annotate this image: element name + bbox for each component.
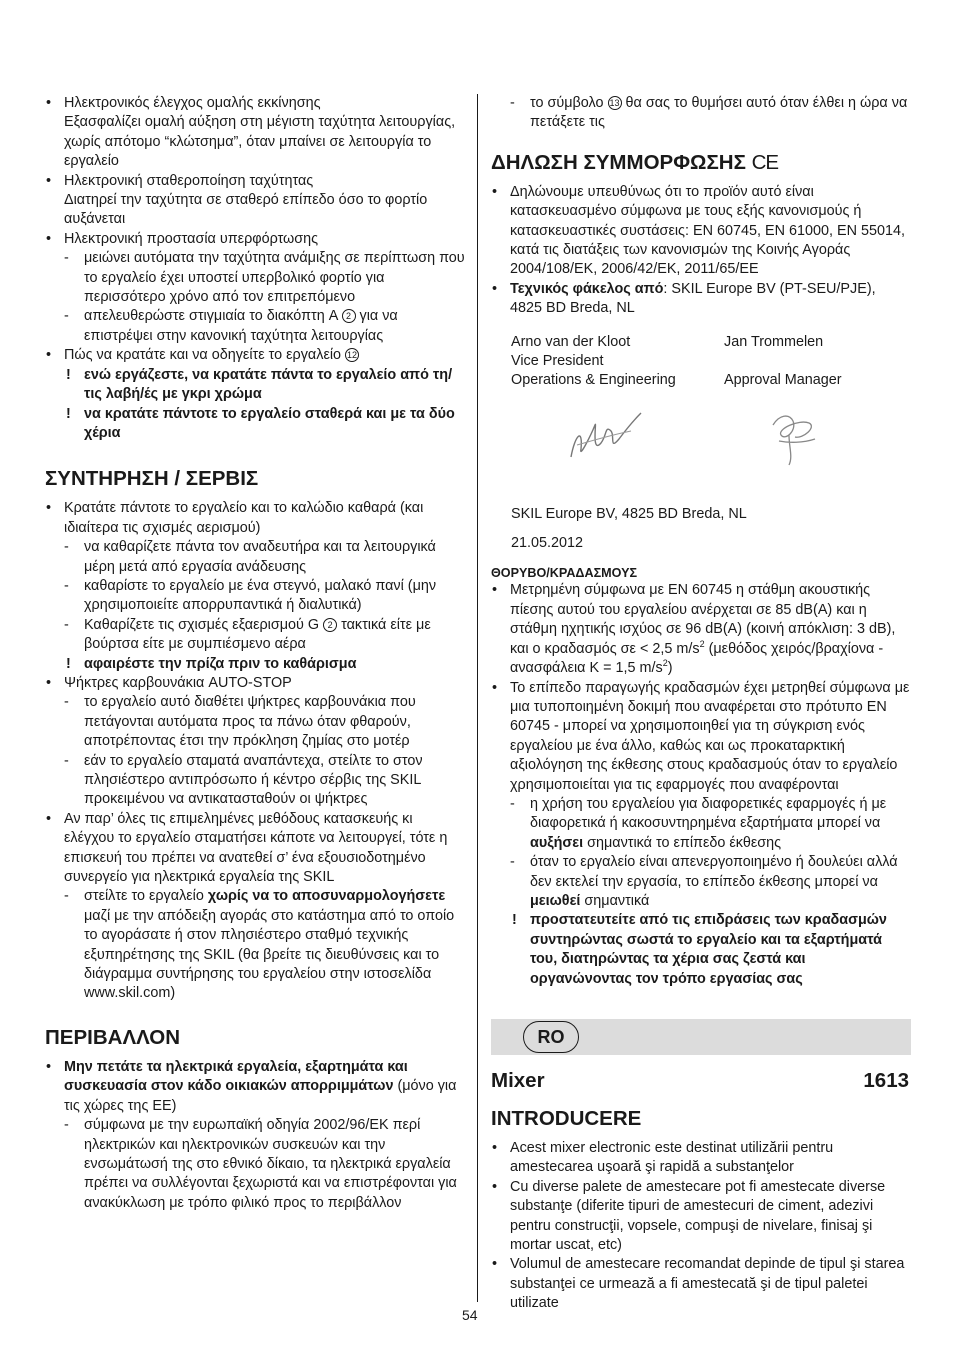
text: Μετρημένη σύμφωνα με EN 60745 η στάθμη ακουστικής πίεσης αυτού του εργαλείου ανέρχεται σε 85 dB(A) και η στάθμη ηχητικής ισχύος σε 96 dB(A) (κοινή απόκλιση: 3 dB), και ο κραδασμός σε < 2,5 m/s xyxy=(510,582,896,657)
dash-item: - εάν το εργαλείο σταματά αναπάντεχα, στείλτε το στον πλησιέστερο αντιπρόσωπο ή κέντρο σέρβις της SKIL προκειμένου να αντικατασταθούν οι ψήκτρες xyxy=(45,752,465,810)
language-bar xyxy=(491,1019,911,1055)
superscript: 2 xyxy=(662,658,668,669)
bullet-title: • Ηλεκτρονική σταθεροποίηση ταχύτητας xyxy=(64,172,314,189)
bullet-title: • Ηλεκτρονικός έλεγχος ομαλής εκκίνησης xyxy=(64,95,321,111)
date: 21.05.2012 xyxy=(511,535,584,552)
list-item: • Αν παρ’ όλες τις επιμελημένες μεθόδους κατασκευής κι ελέγχου το εργαλείο σταματήσει κάποτε να λειτουργεί, τότε η επισκευή του πρέπει να ανατεθεί σ’ ένα εξουσιοδοτημένο συνεργείο για ηλεκτρικά εργαλεία της SKIL xyxy=(45,810,465,888)
warning-item: ! προστατευτείτε από τις επιδράσεις των κραδασμών συντηρώντας σωστά το εργαλείο και τα εξαρτήματά του, διατηρώντας τα χέρια σας ζεστά και οργανώνοντας τον τρόπο εργασίας σας xyxy=(491,911,911,989)
signatory-name: Arno van der Kloot xyxy=(511,333,631,350)
list-item xyxy=(45,1058,465,1116)
ce-mark-icon: CE xyxy=(751,150,779,174)
list-item: • Κρατάτε πάντοτε το εργαλείο και το καλώδιο καθαρά (και ιδιαίτερα τις σχισμές αερισμού) xyxy=(45,499,465,538)
section-heading: ΠΕΡΙΒΑΛΛΟΝ xyxy=(45,1025,181,1049)
heading-text: ΔΗΛΩΣΗ ΣΥΜΜΟΡΦΩΣΗΣ xyxy=(491,150,746,174)
dash-item: - να καθαρίζετε πάντα τον αναδευτήρα και τα λειτουργικά μέρη μετά από εργασία ανάδευσης xyxy=(45,538,465,577)
left-column xyxy=(45,94,465,1213)
subsection-heading: ΘΟΡΥΒΟ/ΚΡΑΔΑΣΜΟΥΣ xyxy=(491,566,638,581)
bold-text: μειωθεί xyxy=(530,892,581,909)
text: η χρήση του εργαλείου για διαφορετικές εφαρμογές ή με διαφορετικά ή κακοσυντηρημένα εξαρτήματα μπορεί να xyxy=(530,795,887,832)
circled-number: 13 xyxy=(609,98,620,108)
dash-item: - μειώνει αυτόματα την ταχύτητα ανάμιξης σε περίπτωση που το εργαλείο έχει υποστεί υπερβολικό φορτίο για περισσότερο χρόνο από τον επιτρεπόμενο xyxy=(45,249,465,307)
bold-text: Τεχνικός φάκελος από xyxy=(510,280,664,297)
list-item xyxy=(491,280,911,319)
warning-item: ! να κρατάτε πάντοτε το εργαλείο σταθερά και με τα δύο χέρια xyxy=(45,405,465,444)
list-item: • Δηλώνουμε υπευθύνως ότι το προϊόν αυτό είναι κατασκευασμένο σύμφωνα με τους εξής κανονισμούς ή κατασκευαστικές συστάσεις: EN 60745, EN 61000, EN 55014, κατά τις διατάξεις των κανονισμών της Κοινής Αγοράς 2004/108/ΕΚ, 2006/42/ΕΚ, 2011/65/ΕΕ xyxy=(491,183,911,280)
signatory-title: Vice President xyxy=(511,353,604,370)
signatory-1 xyxy=(511,333,711,391)
column-divider xyxy=(477,94,478,1302)
text: : SKIL Europe BV (PT-SEU/PJE), 4825 BD Breda, NL xyxy=(510,280,876,317)
signatory-name: Jan Trommelen xyxy=(724,333,824,350)
list-item xyxy=(45,230,465,249)
text: ) xyxy=(667,660,673,677)
text: σημαντικά xyxy=(584,892,650,909)
list-item xyxy=(45,346,465,365)
dash-item xyxy=(491,795,911,853)
text: στείλτε το εργαλείο xyxy=(84,888,204,905)
bullet-title: • Ηλεκτρονική προστασία υπερφόρτωσης xyxy=(64,230,319,247)
text: μαζί με την απόδειξη αγοράς στο κατάστημα από το οποίο το αγοράσατε ή στον πλησιέστερο σταθμό τεχνικής εξυπηρέτησης της SKIL (θα βρείτε τις διευθύνσεις και το διάγραμμα συντήρησης του εργαλείου στην ιστοσελίδα www.skil.com) xyxy=(84,907,455,1002)
circled-number: 2 xyxy=(342,309,356,323)
list-item xyxy=(45,172,465,230)
dash-item: - το εργαλείο αυτό διαθέτει ψήκτρες καρβουνάκια που πετάγονται αυτόματα προς τα πάνω όταν φθαρούν, αποτρέποντας έτσι την πρόκληση ζημίας στο μοτέρ xyxy=(45,693,465,751)
dash-item xyxy=(45,616,465,655)
text: για να επιστρέψει στην κανονική ταχύτητα λειτουργίας xyxy=(84,308,398,344)
text: σημαντικά το επίπεδο έκθεσης xyxy=(587,834,782,851)
circled-number: 2 xyxy=(323,618,337,632)
signatory-2 xyxy=(724,333,904,391)
text: (μεθόδος χειρός/βραχίονα - ανασφάλεια K = 1,5 m/s xyxy=(510,640,884,677)
signatory-title: Approval Manager xyxy=(724,372,842,389)
bold-text: αυξήσει xyxy=(530,834,584,851)
section-heading: ΣΥΝΤΗΡΗΣΗ / ΣΕΡΒΙΣ xyxy=(45,467,259,491)
list-item: • Ψήκτρες καρβουνάκια AUTO-STOP xyxy=(45,674,465,693)
text: απελευθερώστε στιγμιαία το διακόπτη A xyxy=(84,308,338,325)
dash-item xyxy=(491,94,911,133)
product-name: Mixer xyxy=(491,1069,545,1092)
signature-2-image xyxy=(759,405,829,471)
circled-number: 12 xyxy=(347,350,358,361)
text: Πώς να κρατάτε και να οδηγείτε το εργαλείο xyxy=(64,347,342,364)
text: όταν το εργαλείο είναι απενεργοποιημένο ή δουλεύει αλλά δεν εκτελεί την εργασία, το επίπεδο έκθεσης μπορεί να xyxy=(530,854,898,890)
dash-item xyxy=(45,307,465,346)
page-number: 54 xyxy=(462,1307,478,1323)
list-item xyxy=(491,581,911,678)
warning-item: ! αφαιρέστε την πρίζα πριν το καθάρισμα xyxy=(45,655,465,674)
section-heading xyxy=(491,151,911,175)
warning-item: ! ενώ εργάζεστε, να κρατάτε πάντα το εργαλείο από τη/τις λαβή/ές με γκρι χρώμα xyxy=(45,366,465,405)
text: θα σας το θυμήσει αυτό όταν έλθει η ώρα να πετάξετε τις xyxy=(530,95,908,131)
text: τακτικά είτε με βούρτσα είτε με συμπιέσμενο αέρα xyxy=(84,616,431,653)
dash-item xyxy=(45,887,465,1003)
text: το σύμβολο xyxy=(530,95,604,111)
company-address: SKIL Europe BV, 4825 BD Breda, NL xyxy=(511,505,747,522)
section-heading: INTRODUCERE xyxy=(491,1107,642,1130)
list-item: • Το επίπεδο παραγωγής κραδασμών έχει μετρηθεί σύμφωνα με μια τυποποιημένη δοκιμή που αναφέρεται στο πρότυπο EN 60745 - μπορεί να χρησιμοποιηθεί για τη σύγκριση ενός εργαλείου με ένα άλλο, καθώς και ως προκαταρκτική αξιολόγηση της έκθεσης στους κραδασμούς όταν το εργαλείο χρησιμοποιείται για τις εφαρμογές που αναφέρονται xyxy=(491,679,911,795)
bold-text: χωρίς να το αποσυναρμολογήσετε xyxy=(207,888,446,905)
signature-1-image xyxy=(561,405,651,465)
bold-text: Μην πετάτε τα ηλεκτρικά εργαλεία, εξαρτημάτα και συσκευασία στον κάδο οικιακών απορριμμάτων xyxy=(64,1058,408,1095)
dash-item xyxy=(491,853,911,911)
product-title-row xyxy=(491,1067,911,1095)
bullet-text: Διατηρεί την ταχύτητα σε σταθερό επίπεδο όσο το φορτίο αυξάνεται xyxy=(64,192,428,228)
text: (μόνο για τις χώρες της ΕΕ) xyxy=(64,1078,457,1114)
list-item: • Acest mixer electronic este destinat utilizării pentru amestecarea uşoară şi rapidă a substanţelor xyxy=(491,1139,911,1178)
superscript: 2 xyxy=(699,638,705,649)
dash-item: - σύμφωνα με την ευρωπαϊκή οδηγία 2002/96/ΕΚ περί ηλεκτρικών και ηλεκτρονικών συσκευών και την ενσωμάτωσή της στο εθνικό δίκαιο, τα ηλεκτρικά εργαλεία πρέπει να συλλέγονται ξεχωριστά και να επιστρέφονται για ανακύκλωση με τρόπο φιλικό προς το περιβάλλον xyxy=(45,1116,465,1213)
dash-item: - καθαρίστε το εργαλείο με ένα στεγνό, μαλακό πανί (μην χρησιμοποιείτε απορρυπαντικά ή διαλυτικά) xyxy=(45,577,465,616)
right-column xyxy=(491,94,911,1314)
signature-block xyxy=(491,333,911,505)
list-item: • Volumul de amestecare recomandat depinde de tipul şi starea substanţei ce urmează a fi amestecată şi de tipul paletei utilizate xyxy=(491,1255,911,1313)
bullet-text: Εξασφαλίζει ομαλή αύξηση στη μέγιστη ταχύτητα λειτουργίας, χωρίς απότομο “κλώτσημα”, όταν μπαίνει σε λειτουργία το εργαλείο xyxy=(64,114,456,170)
product-number: 1613 xyxy=(863,1069,909,1092)
text: Καθαρίζετε τις σχισμές εξαερισμού G xyxy=(84,616,320,633)
list-item xyxy=(45,94,465,172)
signatory-title: Operations & Engineering xyxy=(511,372,676,389)
language-tag: RO xyxy=(523,1021,579,1053)
list-item: • Cu diverse palete de amestecare pot fi amestecate diverse substanţe (diferite tipuri de amestecuri de ciment, adezivi pentru construcţii, vopsele, compuşi de nivelare, finisaj şi mortar uscat, etc) xyxy=(491,1178,911,1256)
